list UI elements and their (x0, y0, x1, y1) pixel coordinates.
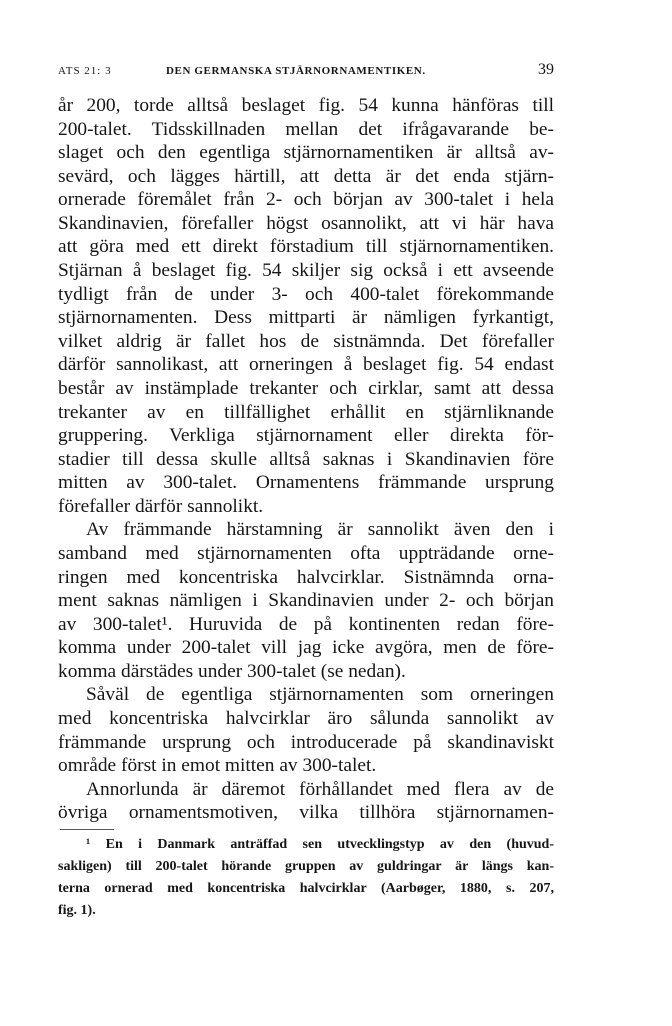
text-line: samband med stjärnornamenten ofta uppträdande orne- (58, 542, 554, 564)
text-line: av 300-talet¹. Huruvida de på kontinenten redan före- (58, 613, 554, 635)
text-line: slaget och den egentliga stjärnornamentiken är alltså av- (58, 142, 554, 164)
text-line: Av främmande härstamning är sannolikt även den i (86, 519, 554, 541)
text-line: komma därstädes under 300-talet (se nedan). (58, 660, 406, 682)
text-line: stadier till dessa skulle alltså saknas i Skandinavien före (58, 448, 554, 470)
text-line: stjärnornamenten. Dess mittparti är nämligen fyrkantigt, (58, 307, 554, 329)
text-line: med koncentriska halvcirklar äro sålunda sannolikt av (58, 708, 554, 730)
text-line: att göra med ett direkt förstadium till stjärnornamentiken. (58, 236, 554, 258)
text-line: ornerade föremålet från 2- och början av 300-talet i hela (58, 189, 554, 211)
text-line: tydligt från de under 3- och 400-talet förekommande (58, 283, 554, 305)
text-line: område först in emot mitten av 300-talet. (58, 755, 377, 777)
text-line: förefaller därför sannolikt. (58, 495, 264, 517)
text-line: Såväl de egentliga stjärnornamenten som orneringen (86, 684, 554, 706)
footnote-line: ¹ En i Danmark anträffad sen utvecklingstyp av den (huvud- (86, 837, 554, 852)
running-header (58, 61, 554, 81)
footnote-rule (60, 829, 114, 830)
text-line: 200-talet. Tidsskillnaden mellan det ifrågavarande be- (58, 118, 554, 140)
text-line: ment saknas nämligen i Skandinavien under 2- och början (58, 590, 554, 612)
text-line: mitten av 300-talet. Ornamentens främmande ursprung (58, 472, 554, 494)
text-line: främmande ursprung och introducerade på skandinaviskt (58, 731, 554, 753)
footnote-line: terna ornerad med koncentriska halvcirklar (Aarbøger, 1880, s. 207, (58, 881, 554, 896)
footnote-line: fig. 1). (58, 903, 96, 918)
text-line: Annorlunda är däremot förhållandet med flera av de (86, 778, 554, 800)
text-line: Stjärnan å beslaget fig. 54 skiljer sig också i ett avseende (58, 260, 554, 282)
text-line: komma under 200-talet vill jag icke avgöra, men de före- (58, 637, 554, 659)
footnote-text (58, 834, 554, 922)
footnote-line: sakligen) till 200-talet hörande gruppen av guldringar är längs kan- (58, 859, 554, 874)
page-number: 39 (538, 61, 554, 78)
text-line: vilket aldrig är fallet hos de sistnämnda. Det förefaller (58, 330, 554, 352)
text-line: därför sannolikast, att orneringen å beslaget fig. 54 endast (58, 354, 554, 376)
text-line: ringen med koncentriska halvcirklar. Sistnämnda orna- (58, 566, 554, 588)
text-line: Skandinavien, förefaller högst osannolikt, att vi här hava (58, 212, 554, 234)
text-line: består av instämplade trekanter och cirklar, samt att dessa (58, 377, 554, 399)
text-line: sevärd, och lägges härtill, att detta är det enda stjärn- (58, 165, 554, 187)
header-series-label: ATS 21: 3 (58, 65, 112, 77)
header-title: DEN GERMANSKA STJÄRNORNAMENTIKEN. (166, 65, 426, 77)
body-text (58, 94, 554, 825)
text-line: år 200, torde alltså beslaget fig. 54 kunna hänföras till (58, 95, 554, 116)
text-line: trekanter av en tillfällighet erhållit en stjärnliknande (58, 401, 554, 423)
text-line: övriga ornamentsmotiven, vilka tillhöra stjärnornamen- (58, 802, 554, 824)
footnotes (58, 829, 554, 922)
text-line: gruppering. Verkliga stjärnornament eller direkta för- (58, 425, 554, 447)
